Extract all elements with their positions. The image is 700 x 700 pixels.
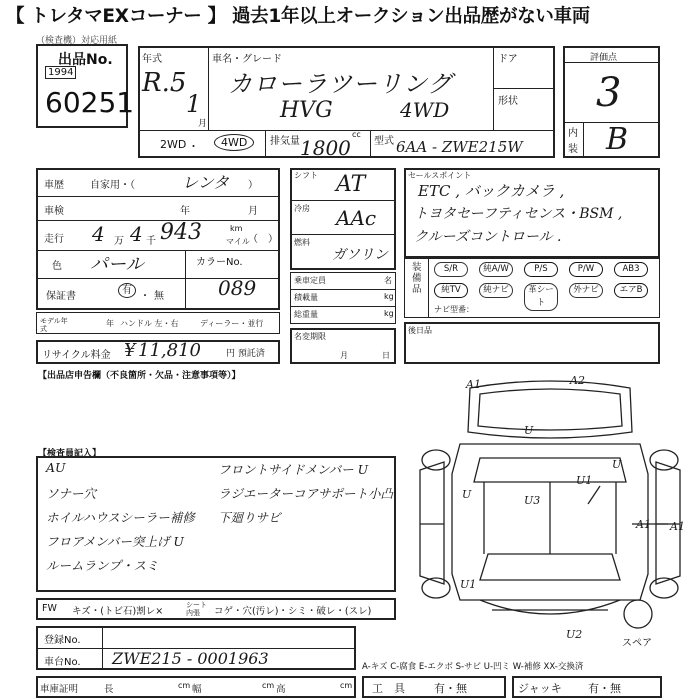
equipment-option-row2-4: エアB <box>614 283 648 298</box>
load-label: 積載量 <box>294 293 318 302</box>
mileage-rest: 943 <box>160 220 202 245</box>
fuel-label: 燃料 <box>294 238 310 247</box>
grade-value: 3 <box>596 70 622 116</box>
aftermarket-label: 後日品 <box>408 326 432 335</box>
damage-code-u-left: U <box>462 488 472 501</box>
color-value: パール <box>90 254 144 275</box>
inspector-note-left-1: ソナー穴 <box>46 486 97 501</box>
inspection-year-unit: 年 <box>180 206 190 217</box>
mileage-man-unit: 万 <box>114 236 124 247</box>
cert-long: 長 <box>104 684 114 695</box>
seat-label: シート内張 <box>186 601 207 617</box>
inspector-note-right-0: フロントサイドメンバー U <box>218 462 369 477</box>
grade-label: 評価点 <box>590 53 618 63</box>
equipment-label: 装備品 <box>412 262 422 295</box>
history-label: 車歴 <box>44 180 64 191</box>
model-handle-year: 年 <box>106 319 114 328</box>
jack-options: 有・無 <box>588 682 621 695</box>
shift-value: AT <box>336 172 366 197</box>
warranty-sep: ・ <box>140 291 150 302</box>
recycle-yen: ¥ <box>124 340 136 361</box>
mileage-unit-mile: マイル <box>226 237 250 246</box>
color-label: 色 <box>52 261 62 272</box>
car-drive-note: 4WD <box>400 98 450 122</box>
kizu-label: キズ・(トビ石)割レ× <box>72 606 164 617</box>
equipment-option-row1-1: 純A/W <box>479 262 513 277</box>
aftermarket-box <box>404 322 660 364</box>
fuel-value: ガソリン <box>332 247 388 263</box>
inspection-label: 車検 <box>44 206 64 217</box>
model-year-month: 1 <box>186 90 202 118</box>
mileage-label: 走行 <box>44 234 64 245</box>
history-close: ） <box>248 180 258 191</box>
tools-options: 有・無 <box>434 682 467 695</box>
model-year-month-unit: 月 <box>198 119 208 129</box>
history-options: 自家用・（ <box>90 180 135 191</box>
displacement-label: 排気量 <box>270 136 300 147</box>
drive-4wd: 4WD <box>214 134 254 151</box>
navi-model-label: ナビ型番： <box>434 305 474 314</box>
fw-label: FW <box>42 603 57 614</box>
expiry-label: 名変期限 <box>294 332 326 341</box>
inspector-note-right-1: ラジエーターコアサポート小凸 <box>218 486 394 501</box>
cert-long-unit: cm <box>178 681 191 690</box>
drive-2wd: 2WD <box>160 138 187 151</box>
cert-height: 高 <box>276 684 286 695</box>
jack-label: ジャッキ <box>518 682 562 695</box>
inspector-note-left-2: ホイルハウスシーラー補修 <box>46 510 195 525</box>
equipment-option-row1-4: AB3 <box>614 262 648 277</box>
sales-points-line3: クルーズコントロール . <box>414 229 562 245</box>
lot-number: 60251 <box>45 86 135 119</box>
damage-code-a1-right: A1 <box>636 518 651 531</box>
equipment-option-row2-3: 外ナビ <box>569 283 603 298</box>
equipment-option-row1-2: P/S <box>524 262 558 277</box>
page-title: 【 トレタマEXコーナー 】 過去1年以上オークション出品歴がない車両 <box>6 6 590 27</box>
cert-height-unit: cm <box>340 681 353 690</box>
damage-code-u1-left: U1 <box>460 578 477 591</box>
top-note: （検査機）対応用紙 <box>36 36 118 46</box>
color-no-value: 089 <box>218 276 257 300</box>
damage-code-u-roof: U <box>524 424 534 437</box>
damage-code-a1-far: A1 <box>670 520 685 533</box>
inspector-note-left-4: ルームランプ・スミ <box>46 558 159 573</box>
damage-code-u2: U2 <box>566 628 583 641</box>
equipment-option-row1-0: S/R <box>434 262 468 277</box>
color-no-label: カラーNo. <box>196 257 243 268</box>
damage-code-u3: U3 <box>524 494 541 507</box>
mileage-sen-unit: 千 <box>146 236 156 247</box>
car-name-line1: カローラツーリング <box>228 70 453 98</box>
mileage-man: 4 <box>92 222 105 246</box>
damage-legend: A-キズ C-腐食 E-エクボ S-サビ U-凹ミ W-補修 XX-交換済 <box>362 662 584 672</box>
recycle-unit: 円 預託済 <box>226 349 265 359</box>
expiry-day: 日 <box>382 351 390 360</box>
capacity-unit: 名 <box>384 276 392 285</box>
inspector-label: 【検査員記入】 <box>38 449 102 459</box>
koge-label: コゲ・穴(汚レ)・シミ・破レ・(スレ) <box>214 606 372 617</box>
equipment-option-row2-0: 純TV <box>434 283 468 298</box>
displacement-unit: cc <box>352 130 361 139</box>
gross-unit: kg <box>384 309 394 318</box>
equipment-option-row2-2: 革シート <box>524 283 558 311</box>
model-year-label: 年式 <box>142 54 162 65</box>
interior-label-top: 内 <box>568 128 578 139</box>
model-handle-handle: ハンドル 左・右 <box>120 319 179 328</box>
interior-label-bottom: 装 <box>568 144 578 155</box>
ac-label: 冷房 <box>294 204 310 213</box>
sales-points-line2: トヨタセーフティセンス・BSM , <box>414 206 623 222</box>
car-name-label: 車名・グレード <box>212 54 282 65</box>
inspector-note-left-0: AU <box>46 460 66 475</box>
cert-width: 幅 <box>192 684 202 695</box>
equipment-option-row1-3: P/W <box>569 262 603 277</box>
warranty-label: 保証書 <box>46 291 76 302</box>
recycle-value: 11,810 <box>138 340 201 361</box>
recycle-label: リサイクル料金 <box>42 350 111 361</box>
garage-cert-label: 車庫証明 <box>40 684 79 695</box>
model-code-label: 型式 <box>374 136 394 147</box>
damage-code-a2-top: A2 <box>570 374 585 387</box>
seller-notes-label: 【出品店申告欄（不良箇所・欠品・注意事項等）】 <box>38 371 241 381</box>
damage-code-u-right: U <box>612 458 622 471</box>
model-year-era: R.5 <box>142 68 187 98</box>
mileage-sen: 4 <box>130 222 143 246</box>
drive-sep: ・ <box>188 140 199 153</box>
sales-points-line1: ETC , バックカメラ , <box>418 182 565 200</box>
car-grade: HVG <box>280 98 333 123</box>
model-code-value: 6AA - ZWE215W <box>396 138 523 156</box>
expiry-month: 月 <box>340 351 348 360</box>
damage-code-a1-top: A1 <box>466 378 481 391</box>
mileage-unit-km: km <box>230 224 243 233</box>
chassis-value: ZWE215 - 0001963 <box>112 649 269 668</box>
chassis-label: 車台No. <box>44 657 81 668</box>
model-handle-label: モデル年式 <box>40 317 68 333</box>
displacement-value: 1800 <box>300 136 351 160</box>
doors-label: ドア <box>498 54 518 65</box>
spare-label: スペア <box>622 638 652 649</box>
model-handle-dealer: ディーラー・並行 <box>200 319 264 328</box>
capacity-label: 乗車定員 <box>294 276 326 285</box>
sales-points-label: セールスポイント <box>408 171 472 180</box>
lot-label: 出品No. <box>58 52 113 68</box>
load-unit: kg <box>384 292 394 301</box>
car-damage-diagram <box>400 374 700 652</box>
equipment-option-row2-1: 純ナビ <box>479 283 513 298</box>
inspector-note-left-3: フロアメンバー突上げ U <box>46 534 184 549</box>
gross-label: 総重量 <box>294 310 318 319</box>
history-value: レンタ <box>182 173 229 192</box>
inspection-month-unit: 月 <box>248 206 258 217</box>
damage-code-u1-center: U1 <box>576 474 593 487</box>
warranty-yes: 有 <box>118 283 136 298</box>
warranty-no: 無 <box>154 291 164 302</box>
ac-value: AAc <box>336 206 377 230</box>
shape-label: 形状 <box>498 96 518 107</box>
lot-year-box: 1994 <box>45 66 76 79</box>
interior-value: B <box>606 122 629 157</box>
inspector-note-right-2: 下廻りサビ <box>218 510 281 525</box>
tools-label: 工 具 <box>372 682 405 695</box>
cert-width-unit: cm <box>262 681 275 690</box>
registration-label: 登録No. <box>44 635 81 646</box>
shift-label: シフト <box>294 171 318 180</box>
mileage-paren: （ ） <box>248 234 278 245</box>
